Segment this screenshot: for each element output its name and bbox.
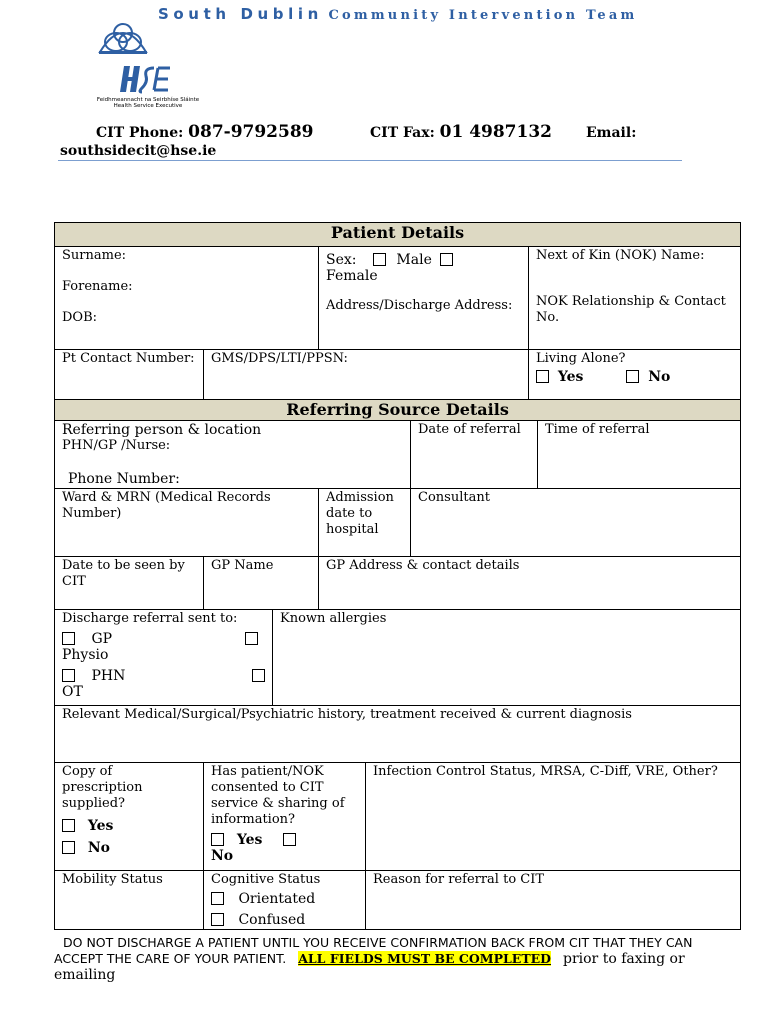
cognitive-status-cell: [204, 871, 366, 930]
consent-no-checkbox[interactable]: [283, 833, 296, 846]
consent-label: Has patient/NOK consented to CIT service & sharing of information?: [211, 764, 345, 827]
orientated-checkbox[interactable]: [211, 892, 224, 905]
confused-checkbox[interactable]: [211, 913, 224, 926]
fax-line: CIT Fax: 01 4987132: [370, 122, 553, 142]
phone-line: CIT Phone: 087-9792589: [96, 122, 314, 142]
referring-person-cell: [55, 421, 411, 489]
female-label: Female: [326, 268, 378, 284]
name-cell: [55, 247, 319, 350]
physio-checkbox[interactable]: [245, 632, 258, 645]
referrer-phone-label: Phone Number:: [68, 471, 180, 487]
celtic-knot-logo: [96, 20, 150, 56]
time-of-referral-label: Time of referral: [538, 421, 741, 489]
consent-no-label: No: [211, 848, 234, 864]
prescription-no-label: No: [87, 840, 111, 856]
prescription-label: Copy of prescription supplied?: [62, 764, 143, 811]
phn-gp-nurse-label: PHN/GP /Nurse:: [62, 438, 171, 453]
referral-form-table: [54, 222, 741, 930]
sex-address-cell: [319, 247, 529, 350]
female-checkbox[interactable]: [440, 253, 453, 266]
prescription-yes-label: Yes: [87, 818, 114, 834]
date-to-be-seen-label: Date to be seen by CIT: [55, 557, 204, 610]
consent-cell: [204, 763, 366, 871]
known-allergies-label: Known allergies: [273, 610, 741, 706]
hse-logo: [118, 62, 174, 96]
phn-option-label: PHN: [91, 668, 126, 684]
discharge-warning: [54, 935, 734, 983]
referring-source-heading: Referring Source Details: [55, 400, 741, 421]
male-label: Male: [396, 252, 432, 268]
prescription-yes-checkbox[interactable]: [62, 819, 75, 832]
gp-option-label: GP: [91, 631, 113, 647]
header-rule: [58, 160, 682, 161]
forename-label: Forename:: [62, 279, 133, 294]
consultant-label: Consultant: [411, 489, 741, 557]
email-label: Email:: [586, 125, 637, 141]
pt-contact-label: Pt Contact Number:: [55, 350, 204, 400]
form-title: South Dublin Community Intervention Team: [158, 5, 638, 23]
prescription-cell: [55, 763, 204, 871]
confused-label: Confused: [238, 912, 306, 928]
living-alone-label: Living Alone?: [536, 351, 626, 366]
ward-mrn-label: Ward & MRN (Medical Records Number): [55, 489, 319, 557]
gms-label: GMS/DPS/LTI/PPSN:: [204, 350, 529, 400]
dob-label: DOB:: [62, 310, 98, 325]
ot-option-label: OT: [62, 684, 83, 700]
consent-yes-label: Yes: [236, 832, 263, 848]
ot-checkbox[interactable]: [252, 669, 265, 682]
gp-checkbox[interactable]: [62, 632, 75, 645]
referring-person-label: Referring person & location: [62, 422, 262, 438]
surname-label: Surname:: [62, 248, 127, 263]
living-alone-no-checkbox[interactable]: [626, 370, 639, 383]
living-alone-no-label: No: [648, 369, 671, 385]
physio-option-label: Physio: [62, 647, 109, 663]
address-label: Address/Discharge Address:: [326, 298, 513, 313]
discharge-sent-label: Discharge referral sent to:: [62, 611, 238, 626]
prescription-no-checkbox[interactable]: [62, 841, 75, 854]
living-alone-yes-checkbox[interactable]: [536, 370, 549, 383]
sex-label: Sex:: [326, 252, 357, 268]
nok-cell: [529, 247, 741, 350]
living-alone-cell: [529, 350, 741, 400]
date-of-referral-label: Date of referral: [411, 421, 538, 489]
reason-for-referral-label: Reason for referral to CIT: [366, 871, 741, 930]
warning-text: DO NOT DISCHARGE A PATIENT UNTIL YOU RECEIVE CONFIRMATION BACK FROM CIT THAT THEY CAN ACCEPT THE CARE OF YOUR PATIENT.: [54, 935, 693, 966]
consent-yes-checkbox[interactable]: [211, 833, 224, 846]
discharge-referral-cell: [55, 610, 273, 706]
medical-history-label: Relevant Medical/Surgical/Psychiatric history, treatment received & current diagnosis: [55, 706, 741, 763]
all-fields-highlight: ALL FIELDS MUST BE COMPLETED: [298, 951, 551, 966]
email-address: southsidecit@hse.ie: [60, 143, 217, 159]
gp-address-label: GP Address & contact details: [319, 557, 741, 610]
living-alone-yes-label: Yes: [557, 369, 584, 385]
mobility-status-label: Mobility Status: [55, 871, 204, 930]
patient-details-heading: Patient Details: [55, 223, 741, 247]
orientated-label: Orientated: [238, 891, 316, 907]
nok-relationship-label: NOK Relationship & Contact No.: [536, 294, 726, 325]
warning-tail: prior to faxing or emailing: [54, 951, 685, 983]
cognitive-status-label: Cognitive Status: [211, 872, 321, 887]
gp-name-label: GP Name: [204, 557, 319, 610]
male-checkbox[interactable]: [373, 253, 386, 266]
infection-control-label: Infection Control Status, MRSA, C-Diff, VRE, Other?: [366, 763, 741, 871]
phn-checkbox[interactable]: [62, 669, 75, 682]
admission-date-label: Admission date to hospital: [319, 489, 411, 557]
nok-name-label: Next of Kin (NOK) Name:: [536, 248, 705, 263]
logo-caption: Feidhmeannacht na Seirbhíse Sláinte Health Service Executive: [96, 97, 200, 109]
